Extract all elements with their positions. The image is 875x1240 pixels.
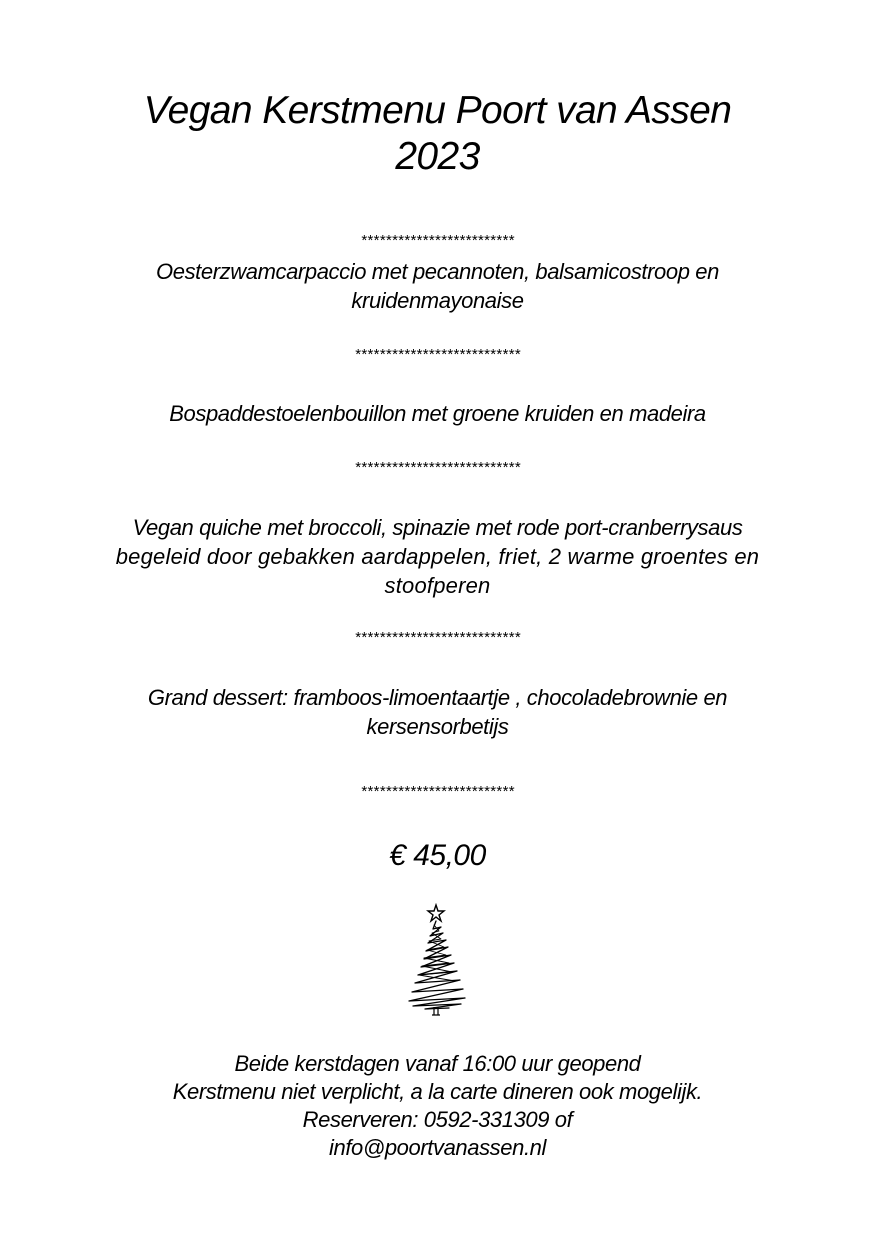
separator: *************************** [354,629,521,646]
page-title [0,88,875,180]
course-soup [0,399,875,428]
course-line: Vegan quiche met broccoli, spinazie met rode port-cranberrysaus [132,515,743,540]
course-line: Grand dessert: framboos-limoentaartje , chocoladebrownie en [147,685,728,710]
course-subline: begeleid door gebakken aardappelen, friet, 2 warme groentes en [115,544,760,569]
price: € 45,00 [389,839,486,872]
course-starter [0,257,875,315]
course-main [0,513,875,600]
footer-opening-hours: Beide kerstdagen vanaf 16:00 uur geopend [234,1051,641,1076]
course-line: Oesterzwamcarpaccio met pecannoten, balsamicostroop en [156,259,719,284]
course-subline: stoofperen [384,573,491,598]
title-line-2: 2023 [395,135,480,178]
christmas-tree-icon [403,903,469,1017]
course-line: kruidenmayonaise [351,288,524,313]
separator: *************************** [354,459,521,476]
separator: *************************** [354,346,521,363]
footer-email: info@poortvanassen.nl [329,1135,546,1160]
course-dessert [0,683,875,741]
footer-note: Kerstmenu niet verplicht, a la carte dineren ook mogelijk. [172,1079,703,1104]
title-line-1: Vegan Kerstmenu Poort van Assen [143,89,732,132]
footer-phone: Reserveren: 0592-331309 of [302,1107,573,1132]
footer-info [0,1050,875,1162]
separator: ************************* [360,783,515,800]
separator: ************************* [360,232,515,249]
course-line: Bospaddestoelenbouillon met groene kruiden en madeira [169,401,706,426]
course-line: kersensorbetijs [366,714,509,739]
